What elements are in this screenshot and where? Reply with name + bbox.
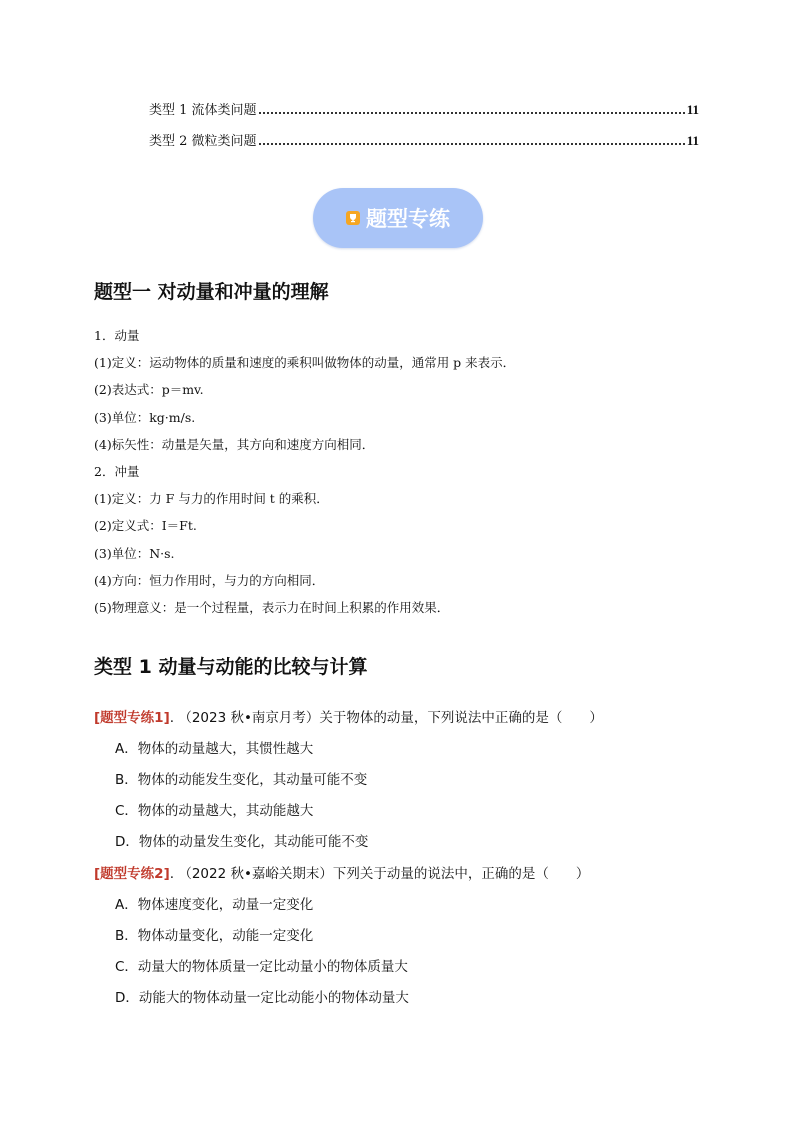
toc-page-number: 11 <box>686 102 699 117</box>
toc-page-number: 11 <box>686 133 699 148</box>
content-line: (2)定义式：I＝Ft. <box>94 518 197 533</box>
question-text: . （2022 秋•嘉峪关期末）下列关于动量的说法中，正确的是（ ） <box>169 866 590 882</box>
section-heading: 题型一 对动量和冲量的理解 <box>94 281 329 303</box>
content-line: (3)单位：kg·m/s. <box>94 410 196 425</box>
content-line: (4)方向：恒力作用时，与力的方向相同． <box>94 573 325 588</box>
toc-leader-dots <box>259 101 685 114</box>
question-text: . （2023 秋•南京月考）关于物体的动量，下列说法中正确的是（ ） <box>169 710 603 726</box>
answer-option[interactable]: D．物体的动量发生变化，其动能可能不变 <box>115 834 369 850</box>
answer-option[interactable]: B．物体动量变化，动能一定变化 <box>115 928 314 944</box>
section-banner <box>313 188 483 248</box>
answer-option[interactable]: A．物体速度变化，动量一定变化 <box>115 897 314 913</box>
question-stem <box>94 708 603 728</box>
subsection-heading: 类型 1 动量与动能的比较与计算 <box>94 656 368 678</box>
answer-option[interactable]: D．动能大的物体动量一定比动能小的物体动量大 <box>115 990 409 1006</box>
answer-option[interactable]: A．物体的动量越大，其惯性越大 <box>115 741 314 757</box>
answer-option[interactable]: C．物体的动量越大，其动能越大 <box>115 803 314 819</box>
content-line: (2)表达式：p＝mv. <box>94 382 204 397</box>
trophy-icon <box>346 211 360 225</box>
toc-label: 类型 2 微粒类问题 <box>149 134 257 149</box>
question-stem <box>94 864 589 884</box>
banner-title: 题型专练 <box>366 207 450 231</box>
question-tag: [题型专练2] <box>94 866 170 882</box>
content-line: 1．动量 <box>94 328 140 343</box>
content-line: (5)物理意义：是一个过程量，表示力在时间上积累的作用效果． <box>94 600 450 615</box>
toc-entry[interactable] <box>149 132 699 151</box>
toc-label: 类型 1 流体类问题 <box>149 103 257 118</box>
content-line: (1)定义：力 F 与力的作用时间 t 的乘积． <box>94 491 329 506</box>
toc-leader-dots <box>259 132 685 145</box>
toc-entry[interactable] <box>149 101 699 120</box>
content-line: (1)定义：运动物体的质量和速度的乘积叫做物体的动量，通常用 p 来表示． <box>94 355 516 370</box>
answer-option[interactable]: C．动量大的物体质量一定比动量小的物体质量大 <box>115 959 408 975</box>
answer-option[interactable]: B．物体的动能发生变化，其动量可能不变 <box>115 772 368 788</box>
content-line: (3)单位：N·s. <box>94 546 175 561</box>
content-line: 2．冲量 <box>94 464 140 479</box>
content-line: (4)标矢性：动量是矢量，其方向和速度方向相同． <box>94 437 375 452</box>
question-tag: [题型专练1] <box>94 710 170 726</box>
